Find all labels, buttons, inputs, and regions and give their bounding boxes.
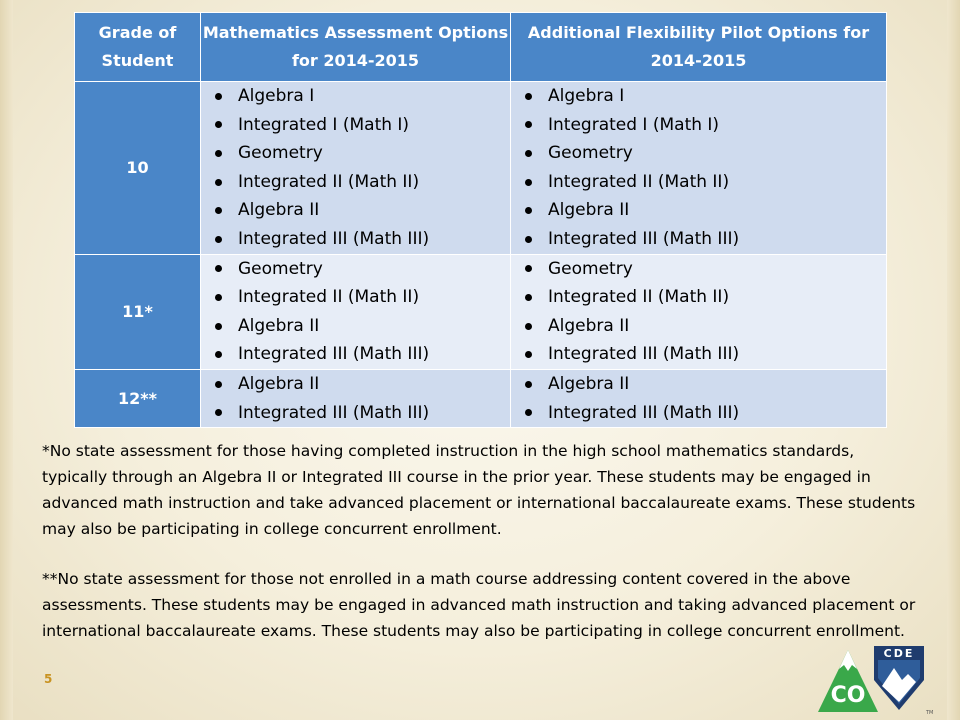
option-item (211, 340, 510, 369)
option-label: Algebra II (238, 373, 320, 394)
bullet-icon (525, 207, 532, 214)
cde-shield-icon (874, 646, 924, 710)
option-item (211, 111, 510, 140)
table-header-row (75, 13, 887, 82)
option-label: Integrated III (Math III) (548, 228, 740, 249)
option-label: Integrated II (Math II) (548, 171, 730, 192)
left-decorative-strip (0, 0, 13, 720)
option-label: Geometry (548, 258, 633, 279)
option-item (521, 370, 886, 399)
pilot-options-cell (511, 254, 887, 369)
bullet-icon (215, 409, 222, 416)
assessment-options-list (201, 255, 510, 369)
footnote-double-asterisk: **No state assessment for those not enrolled in a math course addressing content covered in the above assessments. These students may be engaged in advanced math instruction and taking advanced placement or international baccalaureate exams. These students may also be participating in college concurrent enrollment. (42, 570, 916, 640)
pilot-options-cell (511, 369, 887, 427)
bullet-icon (525, 93, 532, 100)
table-row-grade-10 (75, 82, 887, 255)
option-label: Integrated I (Math I) (238, 114, 410, 135)
option-item (521, 255, 886, 284)
option-item (521, 225, 886, 254)
option-label: Integrated II (Math II) (238, 171, 420, 192)
bullet-icon (525, 150, 532, 157)
header-pilot-options: Additional Flexibility Pilot Options for 2014-2015 (511, 13, 887, 82)
assessment-options-cell (201, 369, 511, 427)
option-item (211, 255, 510, 284)
option-item (521, 312, 886, 341)
header-assessment-options: Mathematics Assessment Options for 2014-2015 (201, 13, 511, 82)
option-label: Algebra II (238, 315, 320, 336)
bullet-icon (525, 179, 532, 186)
bullet-icon (215, 150, 222, 157)
assessment-options-list (201, 370, 510, 427)
grade-cell: 11* (75, 254, 201, 369)
option-label: Integrated III (Math III) (548, 402, 740, 423)
bullet-icon (525, 294, 532, 301)
bullet-icon (525, 121, 532, 128)
pilot-options-list (511, 370, 886, 427)
bullet-icon (525, 351, 532, 358)
bullet-icon (215, 121, 222, 128)
pilot-options-list (511, 255, 886, 369)
option-label: Algebra II (238, 200, 320, 221)
option-item (521, 168, 886, 197)
option-label: Integrated III (Math III) (238, 402, 430, 423)
option-item (521, 196, 886, 225)
grade-cell: 12** (75, 369, 201, 427)
co-mountain-icon (818, 650, 878, 712)
option-item (211, 312, 510, 341)
option-label: Integrated II (Math II) (238, 287, 420, 308)
co-logo-text: CO (830, 683, 866, 708)
option-label: Integrated III (Math III) (238, 228, 430, 249)
assessment-options-cell (201, 254, 511, 369)
option-item (521, 111, 886, 140)
bullet-icon (215, 381, 222, 388)
option-label: Integrated II (Math II) (548, 287, 730, 308)
header-grade: Grade of Student (75, 13, 201, 82)
pilot-options-cell (511, 82, 887, 255)
option-item (521, 399, 886, 428)
footnote-single-asterisk: *No state assessment for those having completed instruction in the high school mathematics standards, typically through an Algebra II or Integrated III course in the prior year. These students may be engaged in advanced math instruction and take advanced placement or international baccalaureate exams. These students may also be participating in college concurrent enrollment. (42, 442, 916, 538)
bullet-icon (215, 207, 222, 214)
option-item (521, 139, 886, 168)
option-label: Geometry (238, 143, 323, 164)
option-label: Integrated I (Math I) (548, 114, 720, 135)
table-row-grade-11 (75, 254, 887, 369)
option-label: Algebra II (548, 315, 630, 336)
option-item (211, 283, 510, 312)
option-label: Algebra II (548, 373, 630, 394)
option-item (211, 370, 510, 399)
option-item (521, 340, 886, 369)
option-item (521, 283, 886, 312)
cde-logo-text: CDE (883, 647, 915, 660)
bullet-icon (215, 93, 222, 100)
option-label: Integrated III (Math III) (238, 344, 430, 365)
option-label: Algebra I (548, 86, 625, 106)
option-item (211, 82, 510, 111)
bullet-icon (215, 179, 222, 186)
bullet-icon (525, 236, 532, 243)
option-item (211, 139, 510, 168)
option-label: Integrated III (Math III) (548, 344, 740, 365)
bullet-icon (525, 323, 532, 330)
bullet-icon (215, 351, 222, 358)
option-label: Algebra II (548, 200, 630, 221)
option-item (211, 196, 510, 225)
option-item (211, 225, 510, 254)
colorado-cde-logo (812, 638, 932, 716)
assessment-options-table (74, 12, 887, 428)
pilot-options-list (511, 82, 886, 254)
grade-cell: 10 (75, 82, 201, 255)
right-decorative-strip (947, 0, 960, 720)
bullet-icon (525, 409, 532, 416)
page-number: 5 (44, 672, 53, 686)
bullet-icon (215, 294, 222, 301)
bullet-icon (525, 265, 532, 272)
assessment-options-cell (201, 82, 511, 255)
option-item (211, 168, 510, 197)
option-label: Geometry (548, 143, 633, 164)
table-row-grade-12 (75, 369, 887, 427)
option-item (521, 82, 886, 111)
option-item (211, 399, 510, 428)
option-label: Algebra I (238, 86, 315, 106)
assessment-options-list (201, 82, 510, 254)
bullet-icon (215, 236, 222, 243)
bullet-icon (525, 381, 532, 388)
bullet-icon (215, 265, 222, 272)
option-label: Geometry (238, 258, 323, 279)
bullet-icon (215, 323, 222, 330)
trademark-text: TM (926, 710, 934, 716)
